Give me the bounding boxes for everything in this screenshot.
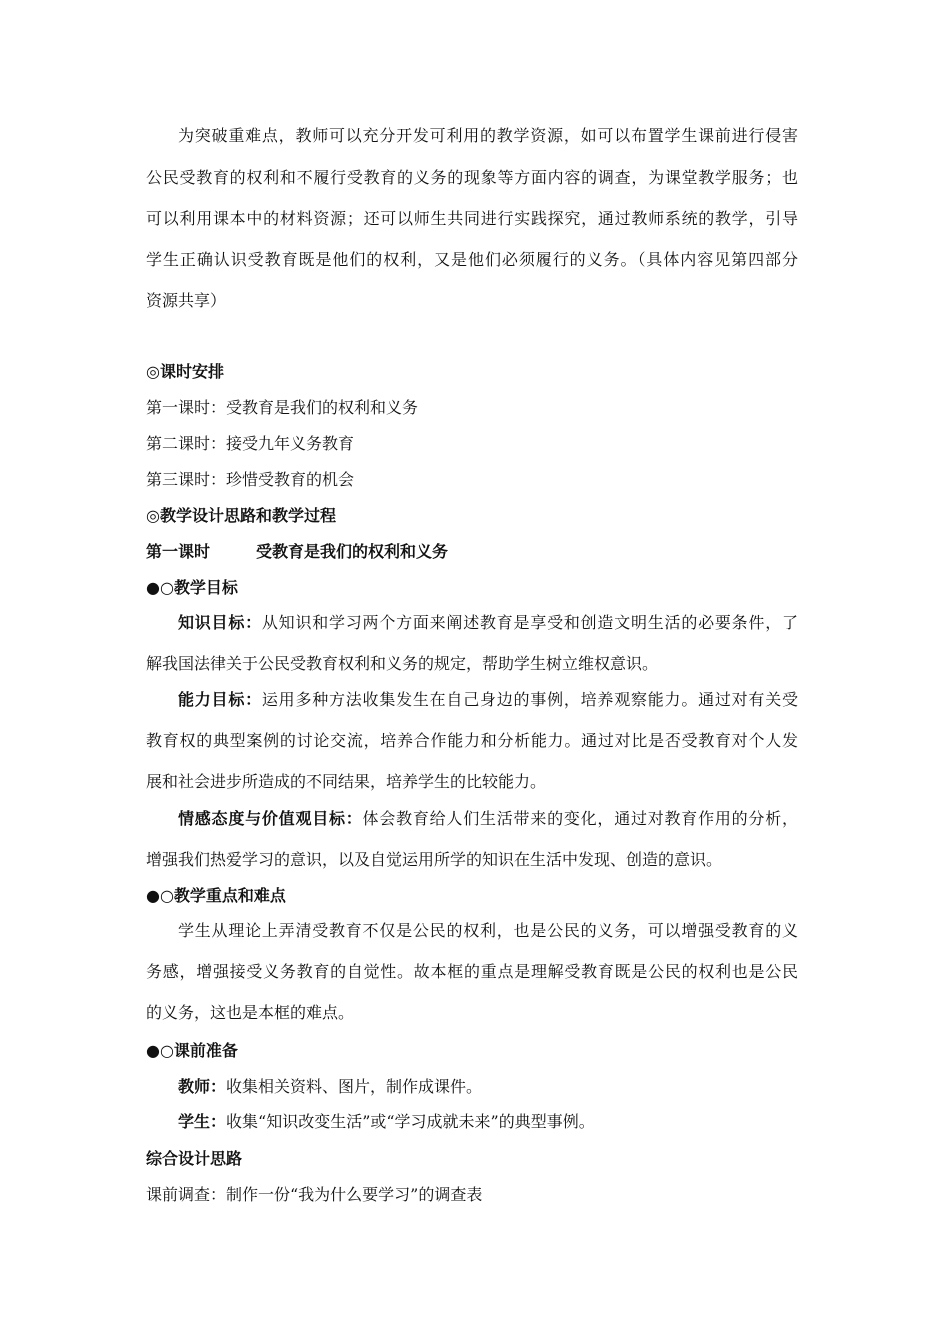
design-heading: ◎教学设计思路和教学过程 [146, 506, 336, 525]
prep-teacher [178, 1076, 482, 1098]
prep-heading: ●○课前准备 [146, 1041, 238, 1060]
focus-line-1: 学生从理论上弄清受教育不仅是公民的权利，也是公民的义务，可以增强受教育的义 [178, 921, 798, 940]
overall-survey: 课前调查：制作一份“我为什么要学习”的调查表 [146, 1185, 483, 1204]
overall-heading: 综合设计思路 [146, 1149, 243, 1168]
knowledge-goal-line-1 [178, 612, 798, 634]
intro-line-5: 资源共享） [146, 291, 227, 310]
prep-teacher-label: 教师： [178, 1077, 227, 1096]
schedule-item-2: 第二课时：接受九年义务教育 [146, 434, 355, 453]
schedule-item-3: 第三课时：珍惜受教育的机会 [146, 470, 355, 489]
prep-student [178, 1111, 595, 1133]
lesson-title: 受教育是我们的权利和义务 [256, 542, 449, 561]
focus-line-3: 的义务，这也是本框的难点。 [146, 1003, 355, 1022]
ability-goal-line-2: 教育权的典型案例的讨论交流，培养合作能力和分析能力。通过对比是否受教育对个人发 [146, 731, 798, 750]
schedule-heading: ◎课时安排 [146, 362, 224, 381]
goals-heading: ●○教学目标 [146, 578, 238, 597]
lesson-heading [146, 541, 448, 563]
intro-line-1: 为突破重难点，教师可以充分开发可利用的教学资源，如可以布置学生课前进行侵害 [178, 126, 798, 145]
knowledge-goal-label: 知识目标： [178, 613, 262, 632]
ability-goal-line-1 [178, 689, 798, 711]
prep-student-text: 收集“知识改变生活”或“学习成就未来”的典型事例。 [226, 1112, 595, 1131]
ability-goal-text: 运用多种方法收集发生在自己身边的事例，培养观察能力。通过对有关受 [261, 690, 798, 709]
emotion-goal-text: 体会教育给人们生活带来的变化，通过对教育作用的分析， [362, 809, 798, 828]
prep-teacher-text: 收集相关资料、图片，制作成课件。 [226, 1077, 483, 1096]
emotion-goal-line-1 [178, 808, 798, 830]
emotion-goal-label: 情感态度与价值观目标： [178, 809, 363, 828]
knowledge-goal-line-2: 解我国法律关于公民受教育权利和义务的规定，帮助学生树立维权意识。 [146, 654, 659, 673]
emotion-goal-line-2: 增强我们热爱学习的意识，以及自觉运用所学的知识在生活中发现、创造的意识。 [146, 850, 723, 869]
focus-line-2: 务感，增强接受义务教育的自觉性。故本框的重点是理解受教育既是公民的权利也是公民 [146, 962, 798, 981]
prep-student-label: 学生： [178, 1112, 227, 1131]
lesson-label: 第一课时 [146, 542, 211, 561]
focus-heading: ●○教学重点和难点 [146, 886, 286, 905]
schedule-item-1: 第一课时：受教育是我们的权利和义务 [146, 398, 419, 417]
knowledge-goal-text: 从知识和学习两个方面来阐述教育是享受和创造文明生活的必要条件，了 [261, 613, 798, 632]
ability-goal-line-3: 展和社会进步所造成的不同结果，培养学生的比较能力。 [146, 772, 547, 791]
ability-goal-label: 能力目标： [178, 690, 262, 709]
intro-line-4: 学生正确认识受教育既是他们的权利，又是他们必须履行的义务。（具体内容见第四部分 [146, 250, 798, 269]
intro-line-2: 公民受教育的权利和不履行受教育的义务的现象等方面内容的调查，为课堂教学服务；也 [146, 168, 798, 187]
intro-line-3: 可以利用课本中的材料资源；还可以师生共同进行实践探究，通过教师系统的教学，引导 [146, 209, 798, 228]
